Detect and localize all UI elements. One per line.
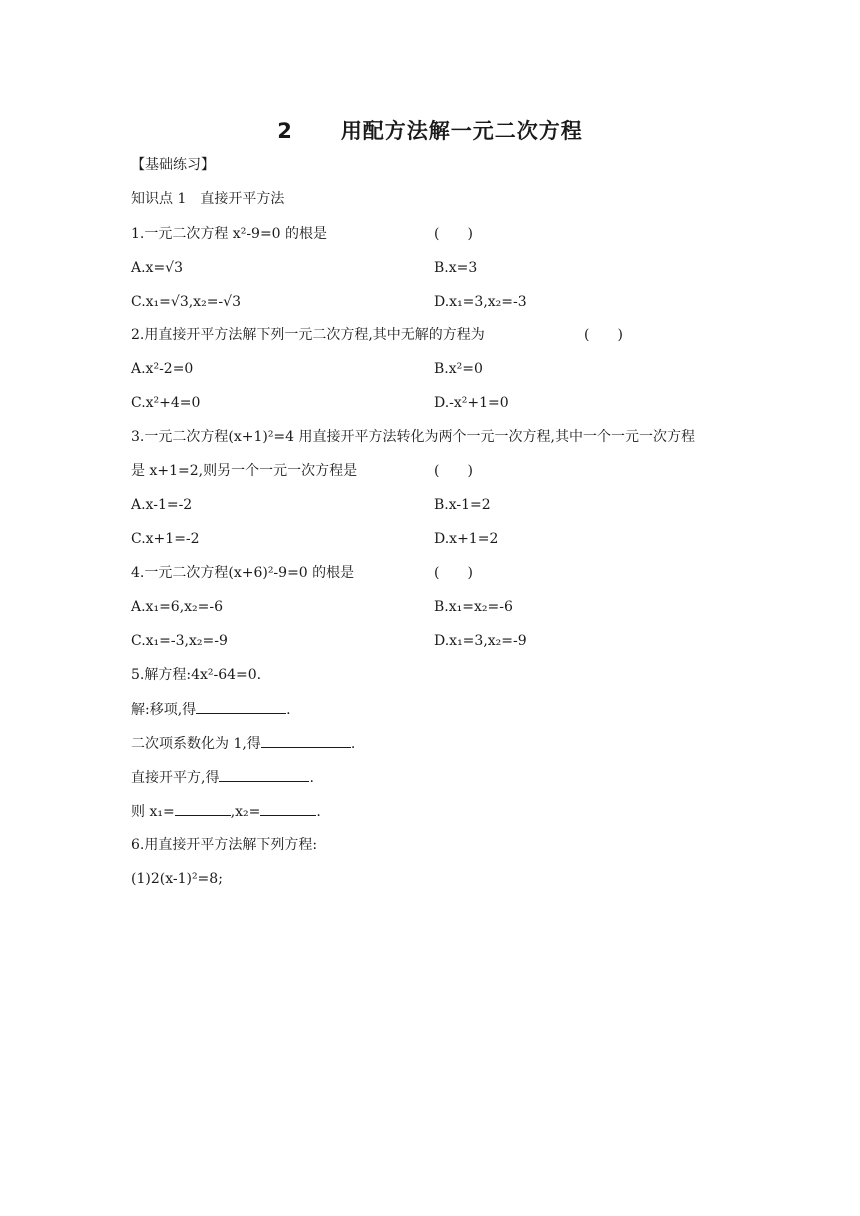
q5-period-1: . [286,702,291,718]
q2-option-d: D.-x²+1=0 [434,395,509,411]
section-heading: 【基础练习】 [131,157,215,173]
q3-option-b: B.x-1=2 [434,497,491,513]
q6-subquestion-1: (1)2(x-1)²=8; [131,871,223,887]
q5-step-2-text: 二次项系数化为 1,得 [131,736,261,752]
q3-answer-paren: ( ) [434,463,473,479]
q4-option-a: A.x₁=6,x₂=-6 [131,599,224,615]
question-3-stem-line1: 3.一元二次方程(x+1)²=4 用直接开平方法转化为两个一元一次方程,其中一个一元一次方程 [131,429,695,445]
q3-option-a: A.x-1=-2 [131,497,193,513]
q5-step-3-text: 直接开平方,得 [131,770,220,786]
q5-step-1-text: 解:移项,得 [131,702,197,718]
q5-step-4-prefix: 则 x₁= [131,804,175,820]
q1-option-d: D.x₁=3,x₂=-3 [434,294,527,310]
question-3-stem-line2: 是 x+1=2,则另一个一元一次方程是 [131,463,358,479]
q5-blank-x1[interactable] [175,801,231,816]
q3-option-c: C.x+1=-2 [131,531,200,547]
q1-option-a: A.x=√3 [131,260,184,276]
q4-option-b: B.x₁=x₂=-6 [434,599,513,615]
q3-option-d: D.x+1=2 [434,531,499,547]
title-text: 用配方法解一元二次方程 [340,119,583,143]
question-6-stem: 6.用直接开平方法解下列方程: [131,837,318,853]
q1-option-b: B.x=3 [434,260,478,276]
q5-blank-2[interactable] [261,733,351,748]
q2-option-a: A.x²-2=0 [131,361,194,377]
q5-blank-1[interactable] [196,699,286,714]
q1-answer-paren: ( ) [434,226,473,242]
q4-option-d: D.x₁=3,x₂=-9 [434,633,527,649]
question-4-stem: 4.一元二次方程(x+6)²-9=0 的根是 [131,565,355,581]
knowledge-point: 知识点 1 直接开平方法 [131,191,285,207]
title-number: 2 [277,119,293,143]
q1-option-c: C.x₁=√3,x₂=-√3 [131,294,241,310]
question-1-stem [131,224,327,244]
q5-step-3 [131,767,314,788]
q4-answer-paren: ( ) [434,565,473,581]
q2-option-b: B.x²=0 [434,361,483,377]
q5-step-4-mid: ,x₂= [230,804,261,820]
q2-option-c: C.x²+4=0 [131,395,201,411]
question-2-stem: 2.用直接开平方法解下列一元二次方程,其中无解的方程为 [131,327,485,343]
q5-period-2: . [350,736,356,752]
page-title [0,115,860,145]
question-5-stem: 5.解方程:4x²-64=0. [131,667,262,683]
q5-period-4: . [316,804,321,820]
q4-option-c: C.x₁=-3,x₂=-9 [131,633,228,649]
q5-step-2 [131,733,355,754]
q5-blank-3[interactable] [219,767,309,782]
q5-period-3: . [309,770,314,786]
q5-step-1 [131,699,291,720]
q5-blank-x2[interactable] [260,801,316,816]
q1-stem-text: 1.一元二次方程 x²-9=0 的根是 [131,226,328,242]
q5-step-4 [131,801,321,822]
q2-answer-paren: ( ) [584,327,623,343]
